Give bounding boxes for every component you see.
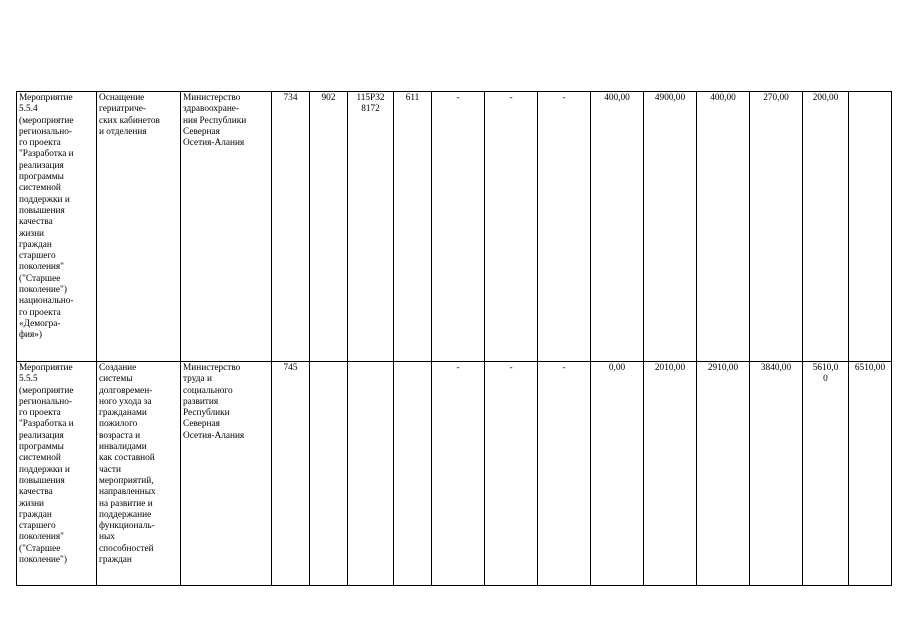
value-cell: -: [432, 362, 485, 586]
rzpr-cell: [310, 362, 348, 586]
table-row: [17, 362, 892, 586]
value-cell: 6510,00: [849, 362, 892, 586]
description-cell: Оснащение гериатриче- ских кабинетов и отделения: [97, 92, 181, 362]
executor-cell: Министерство здравоохране- ния Республики Северная Осетия-Алания: [181, 92, 272, 362]
value-cell: 3840,00: [750, 362, 803, 586]
rzpr-cell: 902: [310, 92, 348, 362]
value-cell: -: [538, 92, 591, 362]
value-cell: [849, 92, 892, 362]
event-cell: Мероприятие 5.5.4 (мероприятие регионально- го проекта "Разработка и реализация программы системной поддержки и повышения качества жизни граждан старшего поколения" ("Старшее поколение") национально- го проекта «Демогра- фия»): [17, 92, 97, 362]
value-cell: 2910,00: [697, 362, 750, 586]
vr-cell: [394, 362, 432, 586]
vr-cell: 611: [394, 92, 432, 362]
value-cell: 200,00: [803, 92, 849, 362]
value-cell: 0,00: [591, 362, 644, 586]
csr-cell: 115Р32 8172: [348, 92, 394, 362]
csr-cell: [348, 362, 394, 586]
table-row: [17, 92, 892, 362]
value-cell: 2010,00: [644, 362, 697, 586]
grbs-cell: 734: [272, 92, 310, 362]
event-cell: Мероприятие 5.5.5 (мероприятие регионально- го проекта "Разработка и реализация программы системной поддержки и повышения качества жизни граждан старшего поколения" ("Старшее поколение"): [17, 362, 97, 586]
grbs-cell: 745: [272, 362, 310, 586]
budget-table: [16, 91, 892, 586]
value-cell: -: [485, 362, 538, 586]
description-cell: Создание системы долговремен- ного ухода за гражданами пожилого возраста и инвалидами как составной части мероприятий, направленных на развитие и поддержание функциональ- ных способностей граждан: [97, 362, 181, 586]
value-cell: -: [538, 362, 591, 586]
value-cell: 400,00: [697, 92, 750, 362]
executor-cell: Министерство труда и социального развития Республики Северная Осетия-Алания: [181, 362, 272, 586]
value-cell: 400,00: [591, 92, 644, 362]
value-cell: 4900,00: [644, 92, 697, 362]
value-cell: 270,00: [750, 92, 803, 362]
value-cell: -: [485, 92, 538, 362]
value-cell: 5610,0 0: [803, 362, 849, 586]
value-cell: -: [432, 92, 485, 362]
